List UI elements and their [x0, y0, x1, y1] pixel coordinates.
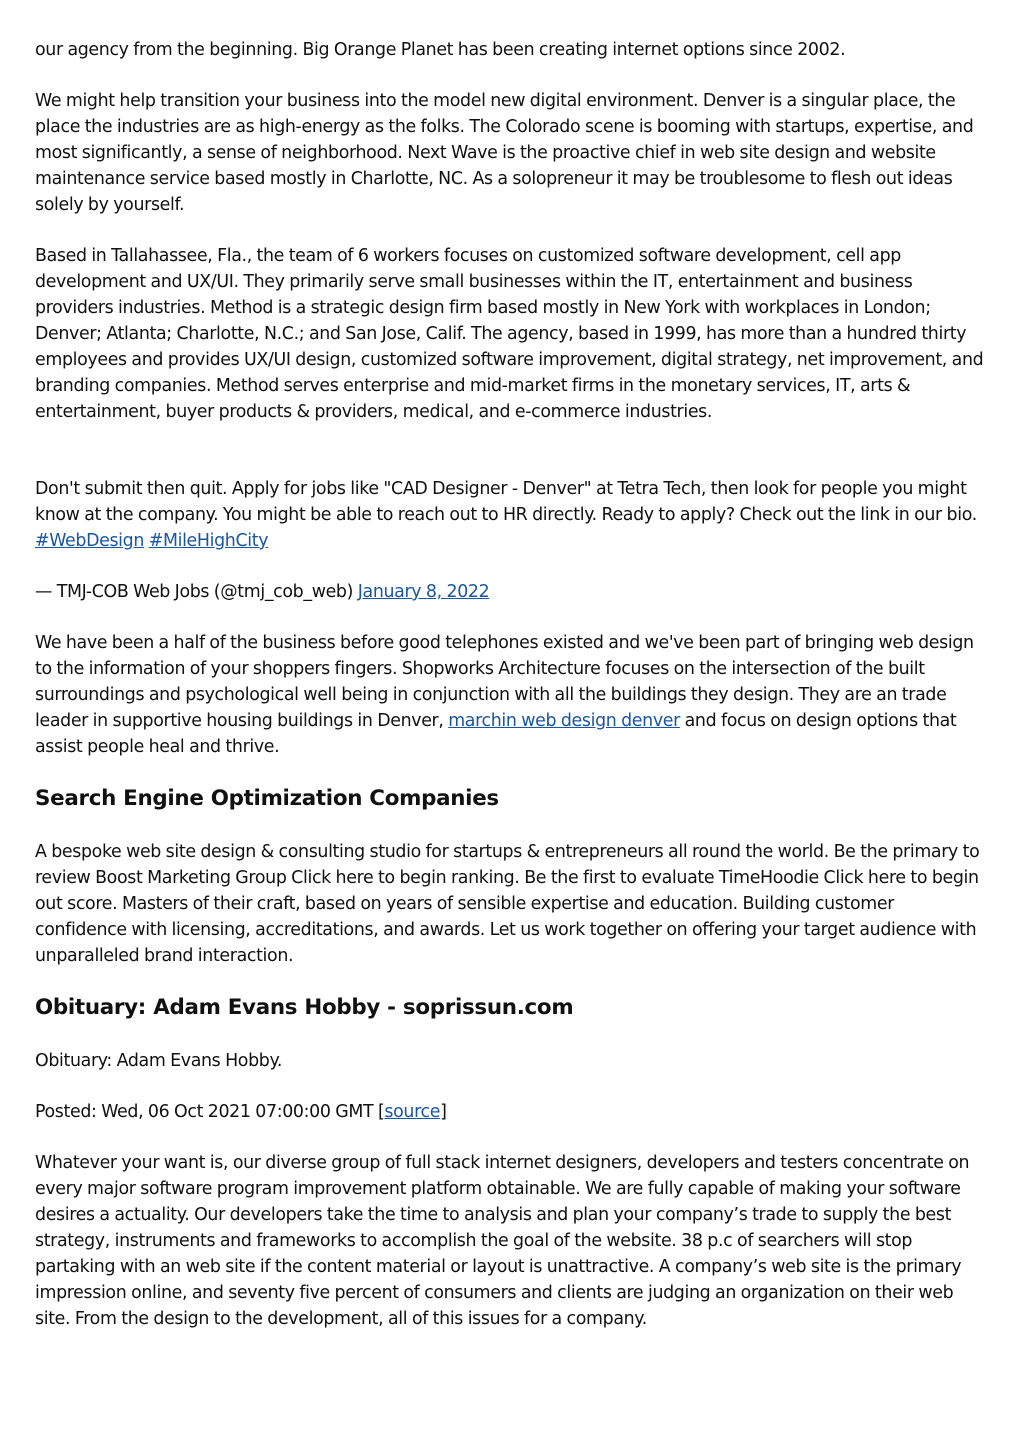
hashtag-milehighcity-link[interactable]: #MileHighCity [148, 531, 269, 551]
hashtag-webdesign-link[interactable]: #WebDesign [35, 531, 145, 551]
paragraph-denver: We might help transition your business into the model new digital environment. Denver is a singular place, the place the industries are as high-energy as the folks. The Colorado scene is booming with startups, expertise, and most significantly, a sense of neighborhood. Next Wave is the proactive chief in web site design and website maintenance service based mostly in Charlotte, NC. As a solopreneur it may be troublesome to flesh out ideas solely by yourself. [35, 91, 974, 215]
shopworks-text-before: We have been a half of the business before good telephones existed and we've been part of bringing web design to the information of your shoppers fingers. Shopworks Architecture focuses on the intersection of the built surroundings and psychological well being in conjunction with all the buildings they design. They are an trade leader in supportive housing buildings in Denver, [35, 633, 974, 731]
paragraph-full-stack: Whatever your want is, our diverse group of full stack internet designers, developers and testers concentrate on every major software program improvement platform obtainable. We are fully capable of making your software desires a actuality. Our developers take the time to analysis and plan your company’s trade to supply the best strategy, instruments and frameworks to accomplish the goal of the website. 38 p.c of searchers will stop partaking with an web site if the content material or layout is unattractive. A company’s web site is the primary impression online, and seventy five percent of consumers and clients are judging an organization on their web site. From the design to the development, all of this issues for a company. [35, 1153, 970, 1329]
shopworks-text-after: and focus on design options that assist people heal and thrive. [35, 711, 957, 757]
heading-seo-companies: Search Engine Optimization Companies [35, 786, 499, 811]
posted-date: Posted: Wed, 06 Oct 2021 07:00:00 GMT [ [35, 1102, 385, 1122]
paragraph-intro: our agency from the beginning. Big Orange Planet has been creating internet options since 2002. [35, 40, 846, 60]
tweet-attribution [35, 579, 989, 605]
tweet-author: — TMJ-COB Web Jobs (@tmj_cob_web) [35, 582, 354, 602]
posted-bracket-close: ] [440, 1102, 447, 1122]
paragraph-tallahassee: Based in Tallahassee, Fla., the team of 6 workers focuses on customized software development, cell app development and UX/UI. They primarily serve small businesses within the IT, entertainment and business providers industries. Method is a strategic design firm based mostly in New York with workplaces in London; Denver; Atlanta; Charlotte, N.C.; and San Jose, Calif. The agency, based in 1999, has more than a hundred thirty employees and provides UX/UI design, customized software improvement, digital strategy, net improvement, and branding companies. Method serves enterprise and mid-market firms in the monetary services, IT, arts & entertainment, buyer products & providers, medical, and e-commerce industries. [35, 246, 984, 422]
paragraph-obituary-title: Obituary: Adam Evans Hobby. [35, 1051, 283, 1071]
tweet-body: Don't submit then quit. Apply for jobs like "CAD Designer - Denver" at Tetra Tech, then look for people you might know at the company. You might be able to reach out to HR directly. Ready to apply? Check out the link in our bio. [35, 479, 977, 525]
source-link[interactable]: source [384, 1102, 441, 1122]
paragraph-shopworks [35, 630, 989, 760]
posted-line [35, 1099, 989, 1125]
paragraph-seo: A bespoke web site design & consulting studio for startups & entrepreneurs all round the world. Be the primary to review Boost Marketing Group Click here to begin ranking. Be the first to evaluate TimeHoodie Click here to begin out score. Masters of their craft, based on years of sensible expertise and education. Building customer confidence with licensing, accreditations, and awards. Let us work together on offering your target audience with unparalleled brand interaction. [35, 842, 980, 966]
heading-obituary: Obituary: Adam Evans Hobby - soprissun.com [35, 995, 574, 1020]
marchin-web-design-link[interactable]: marchin web design denver [448, 711, 680, 731]
tweet-text [35, 476, 989, 554]
tweet-date-link[interactable]: January 8, 2022 [357, 582, 490, 602]
